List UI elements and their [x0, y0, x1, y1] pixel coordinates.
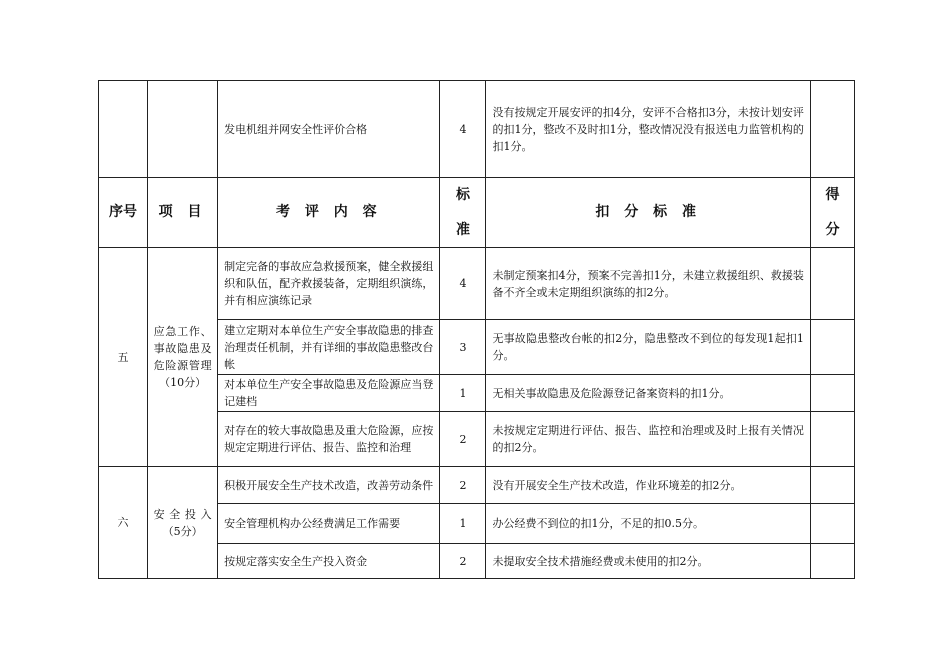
- standard-cell: 1: [440, 504, 486, 544]
- score-cell: [810, 81, 854, 178]
- deduction-cell: 无相关事故隐患及危险源登记备案资料的扣1分。: [486, 375, 810, 412]
- table-row: [99, 248, 855, 320]
- header-standard: [440, 178, 486, 248]
- evaluation-table: [98, 80, 855, 579]
- content-cell: 对存在的较大事故隐患及重大危险源，应按规定定期进行评估、报告、监控和治理: [218, 412, 440, 467]
- standard-cell: 2: [440, 544, 486, 579]
- table-row: [99, 467, 855, 504]
- content-cell: 安全管理机构办公经费满足工作需要: [218, 504, 440, 544]
- section-item-cell: [148, 467, 218, 579]
- section-seq-cell: 六: [99, 467, 148, 579]
- header-content: 考 评 内 容: [218, 178, 440, 248]
- score-cell: [810, 467, 854, 504]
- seq-cell: [99, 81, 148, 178]
- header-standard-top: 标: [455, 186, 470, 203]
- table-header-row: [99, 178, 855, 248]
- score-cell: [810, 375, 854, 412]
- score-cell: [810, 412, 854, 467]
- content-cell: 积极开展安全生产技术改造，改善劳动条件: [218, 467, 440, 504]
- section-seq-cell: 五: [99, 248, 148, 467]
- standard-cell: 2: [440, 467, 486, 504]
- header-deduction: 扣 分 标 准: [486, 178, 810, 248]
- standard-cell: 4: [440, 248, 486, 320]
- standard-cell: 4: [440, 81, 486, 178]
- score-cell: [810, 248, 854, 320]
- deduction-cell: 没有按规定开展安评的扣4分，安评不合格扣3分，未按计划安评的扣1分，整改不及时扣1分，整改情况没有报送电力监管机构的扣1分。: [486, 81, 810, 178]
- header-score-bottom: 分: [825, 221, 840, 238]
- section-item-text: 安全投入（5分）: [153, 507, 212, 538]
- standard-cell: 3: [440, 320, 486, 375]
- deduction-cell: 未提取安全技术措施经费或未使用的扣2分。: [486, 544, 810, 579]
- section-item-cell: [148, 248, 218, 467]
- score-cell: [810, 504, 854, 544]
- deduction-cell: 办公经费不到位的扣1分，不足的扣0.5分。: [486, 504, 810, 544]
- standard-cell: 2: [440, 412, 486, 467]
- table-row: [99, 81, 855, 178]
- score-cell: [810, 544, 854, 579]
- content-cell: 制定完备的事故应急救援预案，健全救援组织和队伍，配齐救援装备，定期组织演练，并有相应演练记录: [218, 248, 440, 320]
- deduction-cell: 未按规定定期进行评估、报告、监控和治理或及时上报有关情况的扣2分。: [486, 412, 810, 467]
- header-item: 项 目: [148, 178, 218, 248]
- deduction-cell: 未制定预案扣4分，预案不完善扣1分，未建立救援组织、救援装备不齐全或未定期组织演练的扣2分。: [486, 248, 810, 320]
- content-cell: 发电机组并网安全性评价合格: [218, 81, 440, 178]
- score-cell: [810, 320, 854, 375]
- standard-cell: 1: [440, 375, 486, 412]
- content-cell: 对本单位生产安全事故隐患及危险源应当登记建档: [218, 375, 440, 412]
- section-item-text: 应急工作、事故隐患及危险源管理（10分）: [153, 325, 212, 389]
- item-cell: [148, 81, 218, 178]
- header-standard-bottom: 准: [455, 221, 470, 238]
- deduction-cell: 无事故隐患整改台帐的扣2分，隐患整改不到位的每发现1起扣1分。: [486, 320, 810, 375]
- deduction-cell: 没有开展安全生产技术改造，作业环境差的扣2分。: [486, 467, 810, 504]
- header-score-top: 得: [825, 186, 840, 203]
- content-cell: 按规定落实安全生产投入资金: [218, 544, 440, 579]
- content-cell: 建立定期对本单位生产安全事故隐患的排查治理责任机制，并有详细的事故隐患整改台帐: [218, 320, 440, 375]
- header-seq: 序号: [99, 178, 148, 248]
- header-score: [810, 178, 854, 248]
